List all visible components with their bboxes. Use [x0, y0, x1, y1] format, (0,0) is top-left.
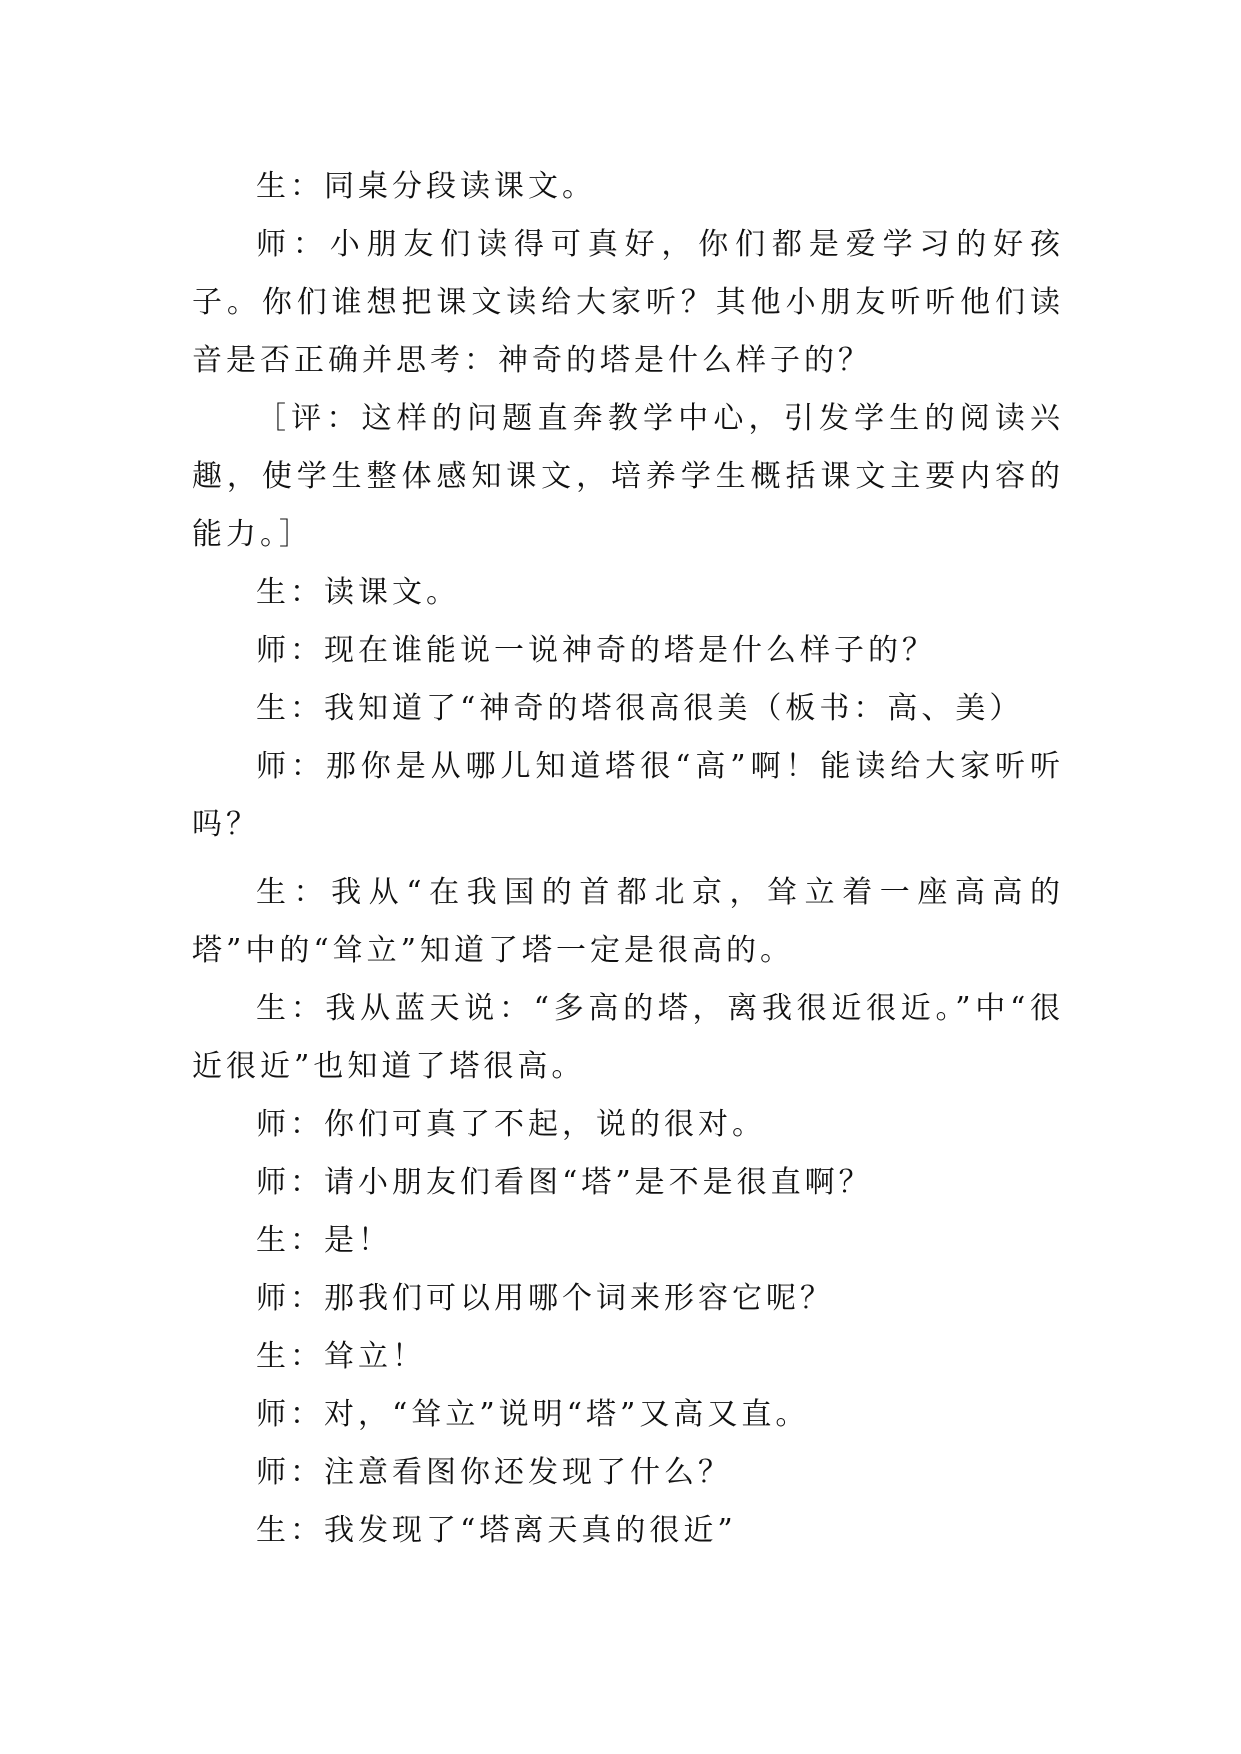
paragraph: 师：小朋友们读得可真好，你们都是爱学习的好孩子。你们谁想把课文读给大家听？其他小朋友听听他们读音是否正确并思考：神奇的塔是什么样子的？: [192, 227, 1064, 378]
paragraph: 师：请小朋友们看图“塔”是不是很直啊？: [256, 1165, 873, 1200]
paragraph: 师：对，“耸立”说明“塔”又高又直。: [256, 1397, 810, 1432]
paragraph: 师：注意看图你还发现了什么？: [256, 1455, 732, 1490]
paragraph: 师：那我们可以用哪个词来形容它呢？: [256, 1281, 834, 1316]
paragraph: 生：我从“在我国的首都北京，耸立着一座高高的塔”中的“耸立”知道了塔一定是很高的。: [192, 875, 1064, 968]
paragraph: ［评：这样的问题直奔教学中心，引发学生的阅读兴趣，使学生整体感知课文，培养学生概括课文主要内容的能力。］: [192, 401, 1064, 552]
paragraph: 生：是！: [256, 1223, 392, 1258]
paragraph: 生：我知道了“神奇的塔很高很美（板书：高、美）: [256, 691, 1024, 726]
paragraph: 生：我从蓝天说：“多高的塔，离我很近很近。”中“很近很近”也知道了塔很高。: [192, 991, 1064, 1084]
paragraph: 生：同桌分段读课文。: [256, 169, 596, 204]
paragraph: 生：读课文。: [256, 575, 460, 610]
paragraph: 师：那你是从哪儿知道塔很“高”啊！能读给大家听听吗？: [192, 749, 1064, 842]
paragraph: 生：耸立！: [256, 1339, 426, 1374]
document-page: [192, 158, 1064, 1560]
paragraph: 师：现在谁能说一说神奇的塔是什么样子的？: [256, 633, 936, 668]
paragraph: 师：你们可真了不起，说的很对。: [256, 1107, 766, 1142]
paragraph: 生：我发现了“塔离天真的很近”: [256, 1513, 737, 1548]
